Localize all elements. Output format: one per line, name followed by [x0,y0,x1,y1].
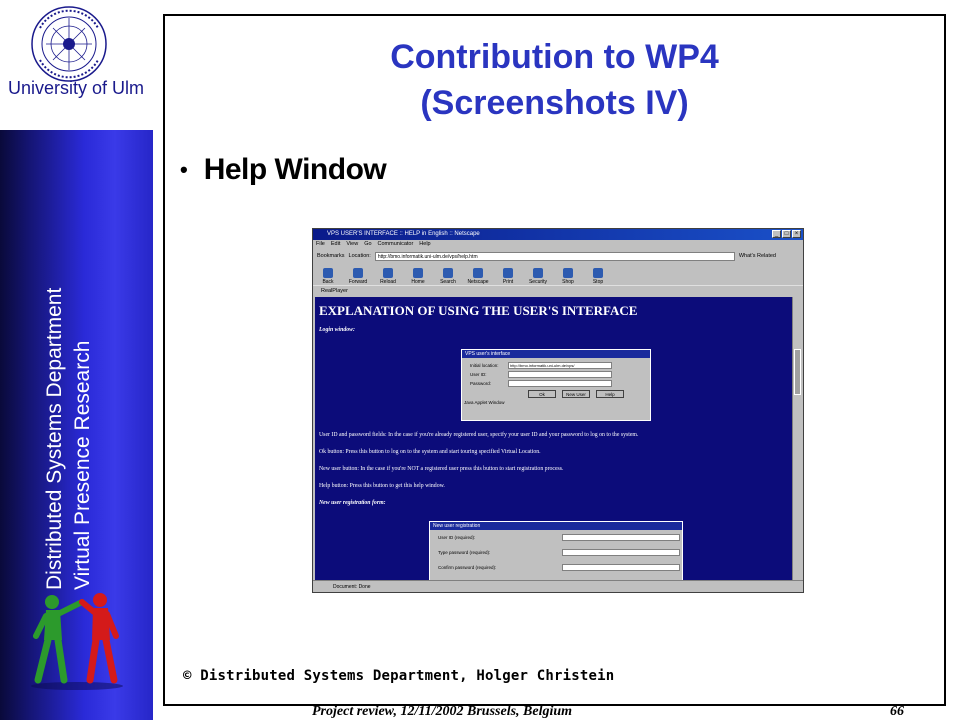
reg-password-input[interactable] [562,549,680,556]
print-button[interactable] [499,268,517,285]
home-icon [413,268,423,278]
bullet-text: Help Window [203,153,387,186]
menu-communicator[interactable]: Communicator [377,241,414,247]
menu-go[interactable]: Go [364,241,372,247]
stop-icon [593,268,603,278]
ok-button[interactable]: Ok [528,390,556,398]
project-footer: Project review, 12/11/2002 Brussels, Belgium [312,704,573,719]
login-dialog-title: VPS user's interface [462,350,650,358]
help-button[interactable]: Help [596,390,624,398]
status-text: Document: Done [333,584,371,590]
search-button[interactable] [439,268,457,285]
registration-dialog [429,521,683,581]
print-icon [503,268,513,278]
reg-password-label: Type password (required): [438,550,491,555]
realplayer-link[interactable]: RealPlayer [321,288,348,294]
whats-related-button[interactable]: What's Related [738,253,776,259]
people-figures-icon [22,588,132,690]
scroll-thumb[interactable] [794,349,801,395]
menu-view[interactable]: View [346,241,359,247]
user-id-label: User ID: [470,372,487,377]
reg-confirm-label: Confirm password (required): [438,565,497,570]
initial-location-input[interactable]: http://bmo.informatik.uni-ulm.de/vps/ [508,362,612,369]
department-line: Distributed Systems Department [43,287,66,590]
browser-menubar [313,240,803,249]
password-label: Password: [470,381,492,386]
password-input[interactable] [508,380,612,387]
maximize-icon[interactable]: □ [782,230,791,238]
research-line: Virtual Presence Research [71,340,94,590]
bookmarks-button[interactable]: Bookmarks [317,253,345,259]
forward-button[interactable] [349,268,367,285]
browser-screenshot [312,228,804,593]
back-button[interactable] [319,268,337,285]
stop-label: Stop [592,279,604,285]
forward-label: Forward [348,279,368,285]
menu-edit[interactable]: Edit [330,241,341,247]
registration-dialog-title: New user registration [430,522,682,530]
new-user-button[interactable]: New User [562,390,590,398]
search-icon [443,268,453,278]
reload-label: Reload [380,279,396,285]
reload-button[interactable] [379,268,397,285]
reg-userid-label: User ID (required): [438,535,476,540]
shop-label: Shop [562,279,574,285]
browser-statusbar [313,580,803,592]
doc-heading: EXPLANATION OF USING THE USER'S INTERFACE [319,303,638,318]
paragraph-userid: User ID and password fields: In the case if you're already registered user, specify your user ID and your password to log on to the system. [319,432,639,438]
close-icon[interactable]: × [792,230,801,238]
bullet-item [180,150,386,190]
reg-userid-input[interactable] [562,534,680,541]
registration-form-label: New user registration form: [319,500,386,506]
menu-help[interactable]: Help [419,241,431,247]
copyright-text: © Distributed Systems Department, Holger Christein [183,668,615,684]
location-label: Location: [348,253,371,259]
bullet-dot: • [180,157,188,182]
vertical-scrollbar[interactable] [792,297,801,581]
applet-status: Java Applet Window [464,400,505,405]
netscape-icon [473,268,483,278]
shop-icon [563,268,573,278]
browser-title: VPS USER'S INTERFACE :: HELP in English :: Netscape [327,231,480,237]
back-label: Back [322,279,334,285]
browser-toolbar [313,263,803,285]
paragraph-new-user: New user button: In the case if you're NOT a registered user press this button to start registration process. [319,466,564,472]
slide-title [163,34,946,126]
title-line-2: (Screenshots IV) [420,84,689,122]
location-bar [313,249,803,263]
security-label: Security [528,279,548,285]
security-button[interactable] [529,268,547,285]
home-label: Home [411,279,425,285]
login-dialog [461,349,651,421]
university-name: University of Ulm [7,78,145,98]
reg-confirm-input[interactable] [562,564,680,571]
print-label: Print [502,279,514,285]
university-seal-icon [20,4,118,84]
reload-icon [383,268,393,278]
minimize-icon[interactable]: _ [772,230,781,238]
back-icon [323,268,333,278]
title-line-1: Contribution to WP4 [390,38,719,76]
home-button[interactable] [409,268,427,285]
sidebar [0,0,153,720]
netscape-button[interactable] [469,268,487,285]
department-text [41,230,151,590]
shop-button[interactable] [559,268,577,285]
forward-icon [353,268,363,278]
menu-file[interactable]: File [316,241,325,247]
paragraph-help: Help button: Press this button to get this help window. [319,483,445,489]
location-input[interactable]: http://bmo.informatik.uni-ulm.de/vps/help.htm [375,252,735,261]
personal-toolbar [313,285,803,295]
page-number: 66 [890,704,904,719]
login-window-label: Login window: [319,327,355,333]
security-icon [533,268,543,278]
search-label: Search [440,279,456,285]
browser-content [315,297,793,581]
initial-location-label: Initial location: [470,363,499,368]
netscape-label: Netscape [467,279,489,285]
stop-button[interactable] [589,268,607,285]
user-id-input[interactable] [508,371,612,378]
browser-titlebar [313,229,803,240]
paragraph-ok: Ok button: Press this button to log on to the system and start touring specified Virtual Location. [319,449,541,455]
